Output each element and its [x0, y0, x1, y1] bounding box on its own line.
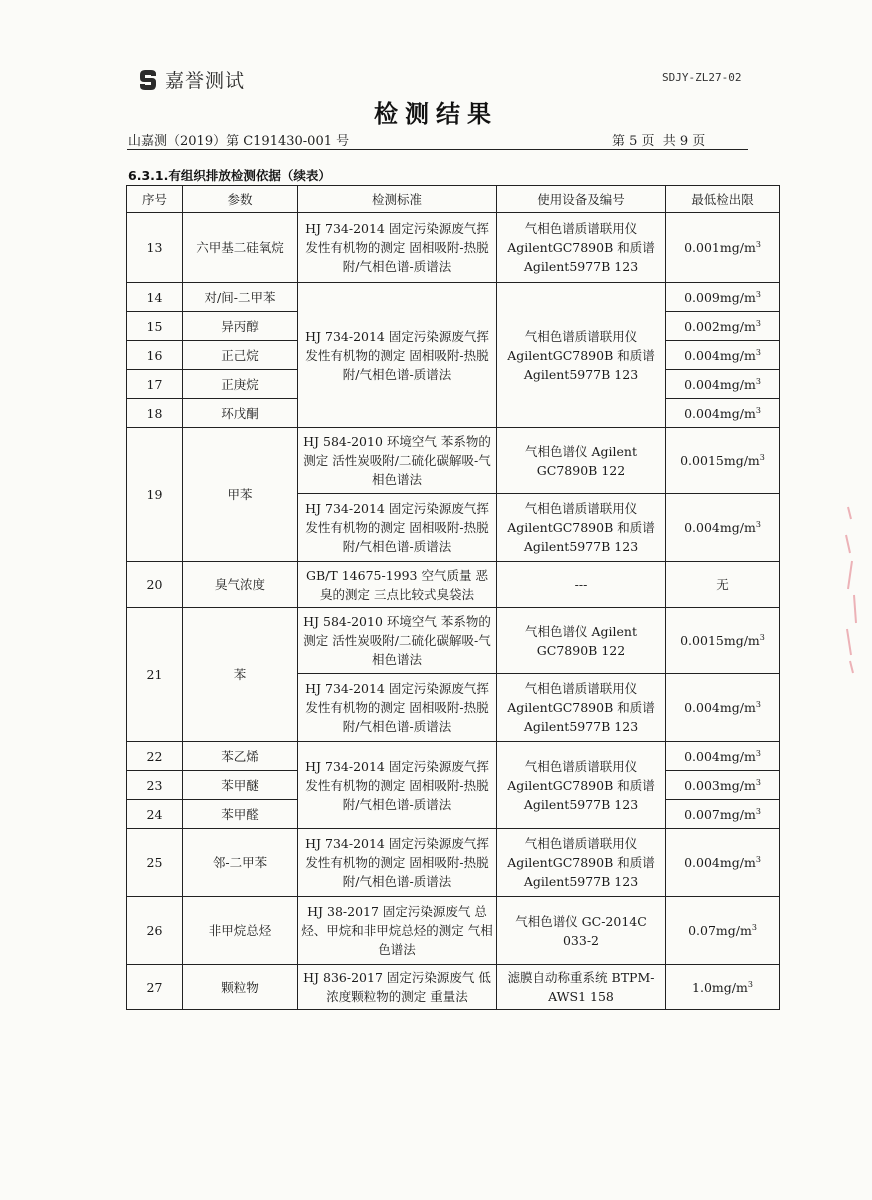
cell-param: 环戊酮: [183, 399, 298, 428]
unit-superscript: 3: [755, 376, 761, 386]
brand-name: 嘉誉测试: [165, 70, 246, 92]
page-indicator: [612, 130, 709, 149]
cell-standard: GB/T 14675-1993 空气质量 恶臭的测定 三点比较式臭袋法: [298, 562, 497, 608]
limit-value: 0.004mg/m: [684, 405, 756, 421]
cell-equipment: 气相色谱质谱联用仪 AgilentGC7890B 和质谱 Agilent5977B 123: [497, 213, 666, 283]
limit-value: 0.007mg/m: [684, 806, 756, 822]
cell-limit: [666, 829, 780, 897]
cell-standard: HJ 734-2014 固定污染源废气挥发性有机物的测定 固相吸附-热脱附/气相色谱-质谱法: [298, 829, 497, 897]
cell-equipment: 气相色谱仪 Agilent GC7890B 122: [497, 608, 666, 674]
unit-superscript: 3: [755, 777, 761, 787]
cell-limit: [666, 494, 780, 562]
results-table: [126, 185, 780, 1010]
report-number: 山嘉测（2019）第 C191430-001 号: [128, 134, 350, 149]
page-title: 检测结果: [374, 100, 498, 128]
cell-equipment: 气相色谱质谱联用仪 AgilentGC7890B 和质谱 Agilent5977B 123: [497, 283, 666, 428]
table-row: [127, 829, 780, 897]
cell-no: 26: [127, 897, 183, 965]
cell-standard: HJ 734-2014 固定污染源废气挥发性有机物的测定 固相吸附-热脱附/气相色谱-质谱法: [298, 742, 497, 829]
limit-value: 0.001mg/m: [684, 240, 756, 255]
seal-stamp-fragment-icon: [842, 505, 860, 675]
limit-value: 0.004mg/m: [684, 520, 756, 535]
cell-equipment: 气相色谱质谱联用仪 AgilentGC7890B 和质谱 Agilent5977B 123: [497, 829, 666, 897]
cell-limit: [666, 800, 780, 829]
unit-superscript: 3: [755, 519, 761, 529]
cell-param: 苯甲醚: [183, 771, 298, 800]
limit-value: 0.004mg/m: [684, 376, 756, 392]
cell-param: 六甲基二硅氧烷: [183, 213, 298, 283]
cell-limit: [666, 341, 780, 370]
cell-no: 21: [127, 608, 183, 742]
cell-equipment: 气相色谱质谱联用仪 AgilentGC7890B 和质谱 Agilent5977B 123: [497, 674, 666, 742]
unit-superscript: 3: [755, 405, 761, 415]
table-row: [127, 897, 780, 965]
page-current: 第 5 页: [612, 134, 655, 149]
limit-value: 0.004mg/m: [684, 748, 756, 764]
unit-superscript: 3: [747, 979, 753, 989]
table-row: [127, 283, 780, 312]
table-row: [127, 562, 780, 608]
cell-no: 25: [127, 829, 183, 897]
unit-superscript: 3: [755, 347, 761, 357]
cell-limit: [666, 965, 780, 1010]
unit-superscript: 3: [755, 239, 761, 249]
unit-superscript: 3: [759, 452, 765, 462]
header-divider: [127, 149, 748, 150]
cell-param: 苯甲醛: [183, 800, 298, 829]
table-row: [127, 965, 780, 1010]
cell-equipment: 气相色谱质谱联用仪 AgilentGC7890B 和质谱 Agilent5977B 123: [497, 742, 666, 829]
cell-no: 14: [127, 283, 183, 312]
cell-limit: [666, 428, 780, 494]
logo-mark-icon: [136, 68, 160, 92]
cell-standard: HJ 836-2017 固定污染源废气 低浓度颗粒物的测定 重量法: [298, 965, 497, 1010]
cell-no: 19: [127, 428, 183, 562]
cell-limit: [666, 771, 780, 800]
unit-superscript: 3: [755, 318, 761, 328]
limit-value: 0.004mg/m: [684, 855, 756, 870]
unit-superscript: 3: [759, 632, 765, 642]
limit-value: 0.004mg/m: [684, 700, 756, 715]
limit-value: 0.0015mg/m: [680, 453, 760, 468]
limit-value: 0.07mg/m: [688, 923, 752, 938]
table-row: [127, 608, 780, 674]
cell-no: 24: [127, 800, 183, 829]
cell-param: 对/间-二甲苯: [183, 283, 298, 312]
cell-param: 苯乙烯: [183, 742, 298, 771]
cell-no: 20: [127, 562, 183, 608]
unit-superscript: 3: [755, 806, 761, 816]
cell-equipment: ---: [497, 562, 666, 608]
cell-standard: HJ 584-2010 环境空气 苯系物的测定 活性炭吸附/二硫化碳解吸-气相色谱法: [298, 428, 497, 494]
limit-value: 0.004mg/m: [684, 347, 756, 363]
limit-value: 0.003mg/m: [684, 777, 756, 793]
cell-no: 22: [127, 742, 183, 771]
company-logo: [136, 66, 245, 93]
column-header-standard: 检测标准: [298, 186, 497, 213]
cell-param: 颗粒物: [183, 965, 298, 1010]
unit-superscript: 3: [755, 748, 761, 758]
cell-standard: HJ 734-2014 固定污染源废气挥发性有机物的测定 固相吸附-热脱附/气相色谱-质谱法: [298, 283, 497, 428]
cell-no: 23: [127, 771, 183, 800]
cell-limit: [666, 213, 780, 283]
cell-equipment: 滤膜自动称重系统 BTPM-AWS1 158: [497, 965, 666, 1010]
table-row: [127, 213, 780, 283]
unit-superscript: 3: [755, 699, 761, 709]
cell-param: 非甲烷总烃: [183, 897, 298, 965]
cell-limit: [666, 370, 780, 399]
cell-equipment: 气相色谱仪 GC-2014C 033-2: [497, 897, 666, 965]
cell-no: 18: [127, 399, 183, 428]
cell-no: 16: [127, 341, 183, 370]
cell-param: 苯: [183, 608, 298, 742]
column-header-no: 序号: [127, 186, 183, 213]
cell-no: 13: [127, 213, 183, 283]
cell-param: 异丙醇: [183, 312, 298, 341]
table-row: [127, 742, 780, 771]
cell-no: 15: [127, 312, 183, 341]
cell-no: 17: [127, 370, 183, 399]
section-title: 6.3.1.有组织排放检测依据（续表）: [128, 168, 331, 183]
cell-param: 正庚烷: [183, 370, 298, 399]
cell-standard: HJ 734-2014 固定污染源废气挥发性有机物的测定 固相吸附-热脱附/气相色谱-质谱法: [298, 494, 497, 562]
cell-standard: HJ 734-2014 固定污染源废气挥发性有机物的测定 固相吸附-热脱附/气相色谱-质谱法: [298, 674, 497, 742]
cell-equipment: 气相色谱质谱联用仪 AgilentGC7890B 和质谱 Agilent5977B 123: [497, 494, 666, 562]
table-row: [127, 428, 780, 494]
cell-limit: [666, 674, 780, 742]
column-header-limit: 最低检出限: [666, 186, 780, 213]
cell-param: 臭气浓度: [183, 562, 298, 608]
cell-standard: HJ 584-2010 环境空气 苯系物的测定 活性炭吸附/二硫化碳解吸-气相色谱法: [298, 608, 497, 674]
unit-superscript: 3: [751, 922, 757, 932]
cell-equipment: 气相色谱仪 Agilent GC7890B 122: [497, 428, 666, 494]
unit-superscript: 3: [755, 854, 761, 864]
cell-limit: [666, 283, 780, 312]
limit-value: 0.0015mg/m: [680, 633, 760, 648]
cell-limit: [666, 608, 780, 674]
page-total: 共 9 页: [662, 134, 706, 149]
table-header-row: [127, 186, 780, 213]
cell-limit: [666, 312, 780, 341]
cell-param: 邻-二甲苯: [183, 829, 298, 897]
cell-param: 甲苯: [183, 428, 298, 562]
unit-superscript: 3: [755, 289, 761, 299]
column-header-param: 参数: [183, 186, 298, 213]
cell-param: 正己烷: [183, 341, 298, 370]
limit-value: 1.0mg/m: [692, 979, 748, 995]
cell-limit: [666, 399, 780, 428]
cell-standard: HJ 38-2017 固定污染源废气 总烃、甲烷和非甲烷总烃的测定 气相色谱法: [298, 897, 497, 965]
cell-standard: HJ 734-2014 固定污染源废气挥发性有机物的测定 固相吸附-热脱附/气相色谱-质谱法: [298, 213, 497, 283]
document-code: SDJY-ZL27-02: [662, 71, 742, 84]
cell-limit: 无: [666, 562, 780, 608]
limit-value: 0.002mg/m: [684, 318, 756, 334]
limit-value: 0.009mg/m: [684, 289, 756, 305]
cell-limit: [666, 897, 780, 965]
column-header-equipment: 使用设备及编号: [497, 186, 666, 213]
cell-limit: [666, 742, 780, 771]
cell-no: 27: [127, 965, 183, 1010]
